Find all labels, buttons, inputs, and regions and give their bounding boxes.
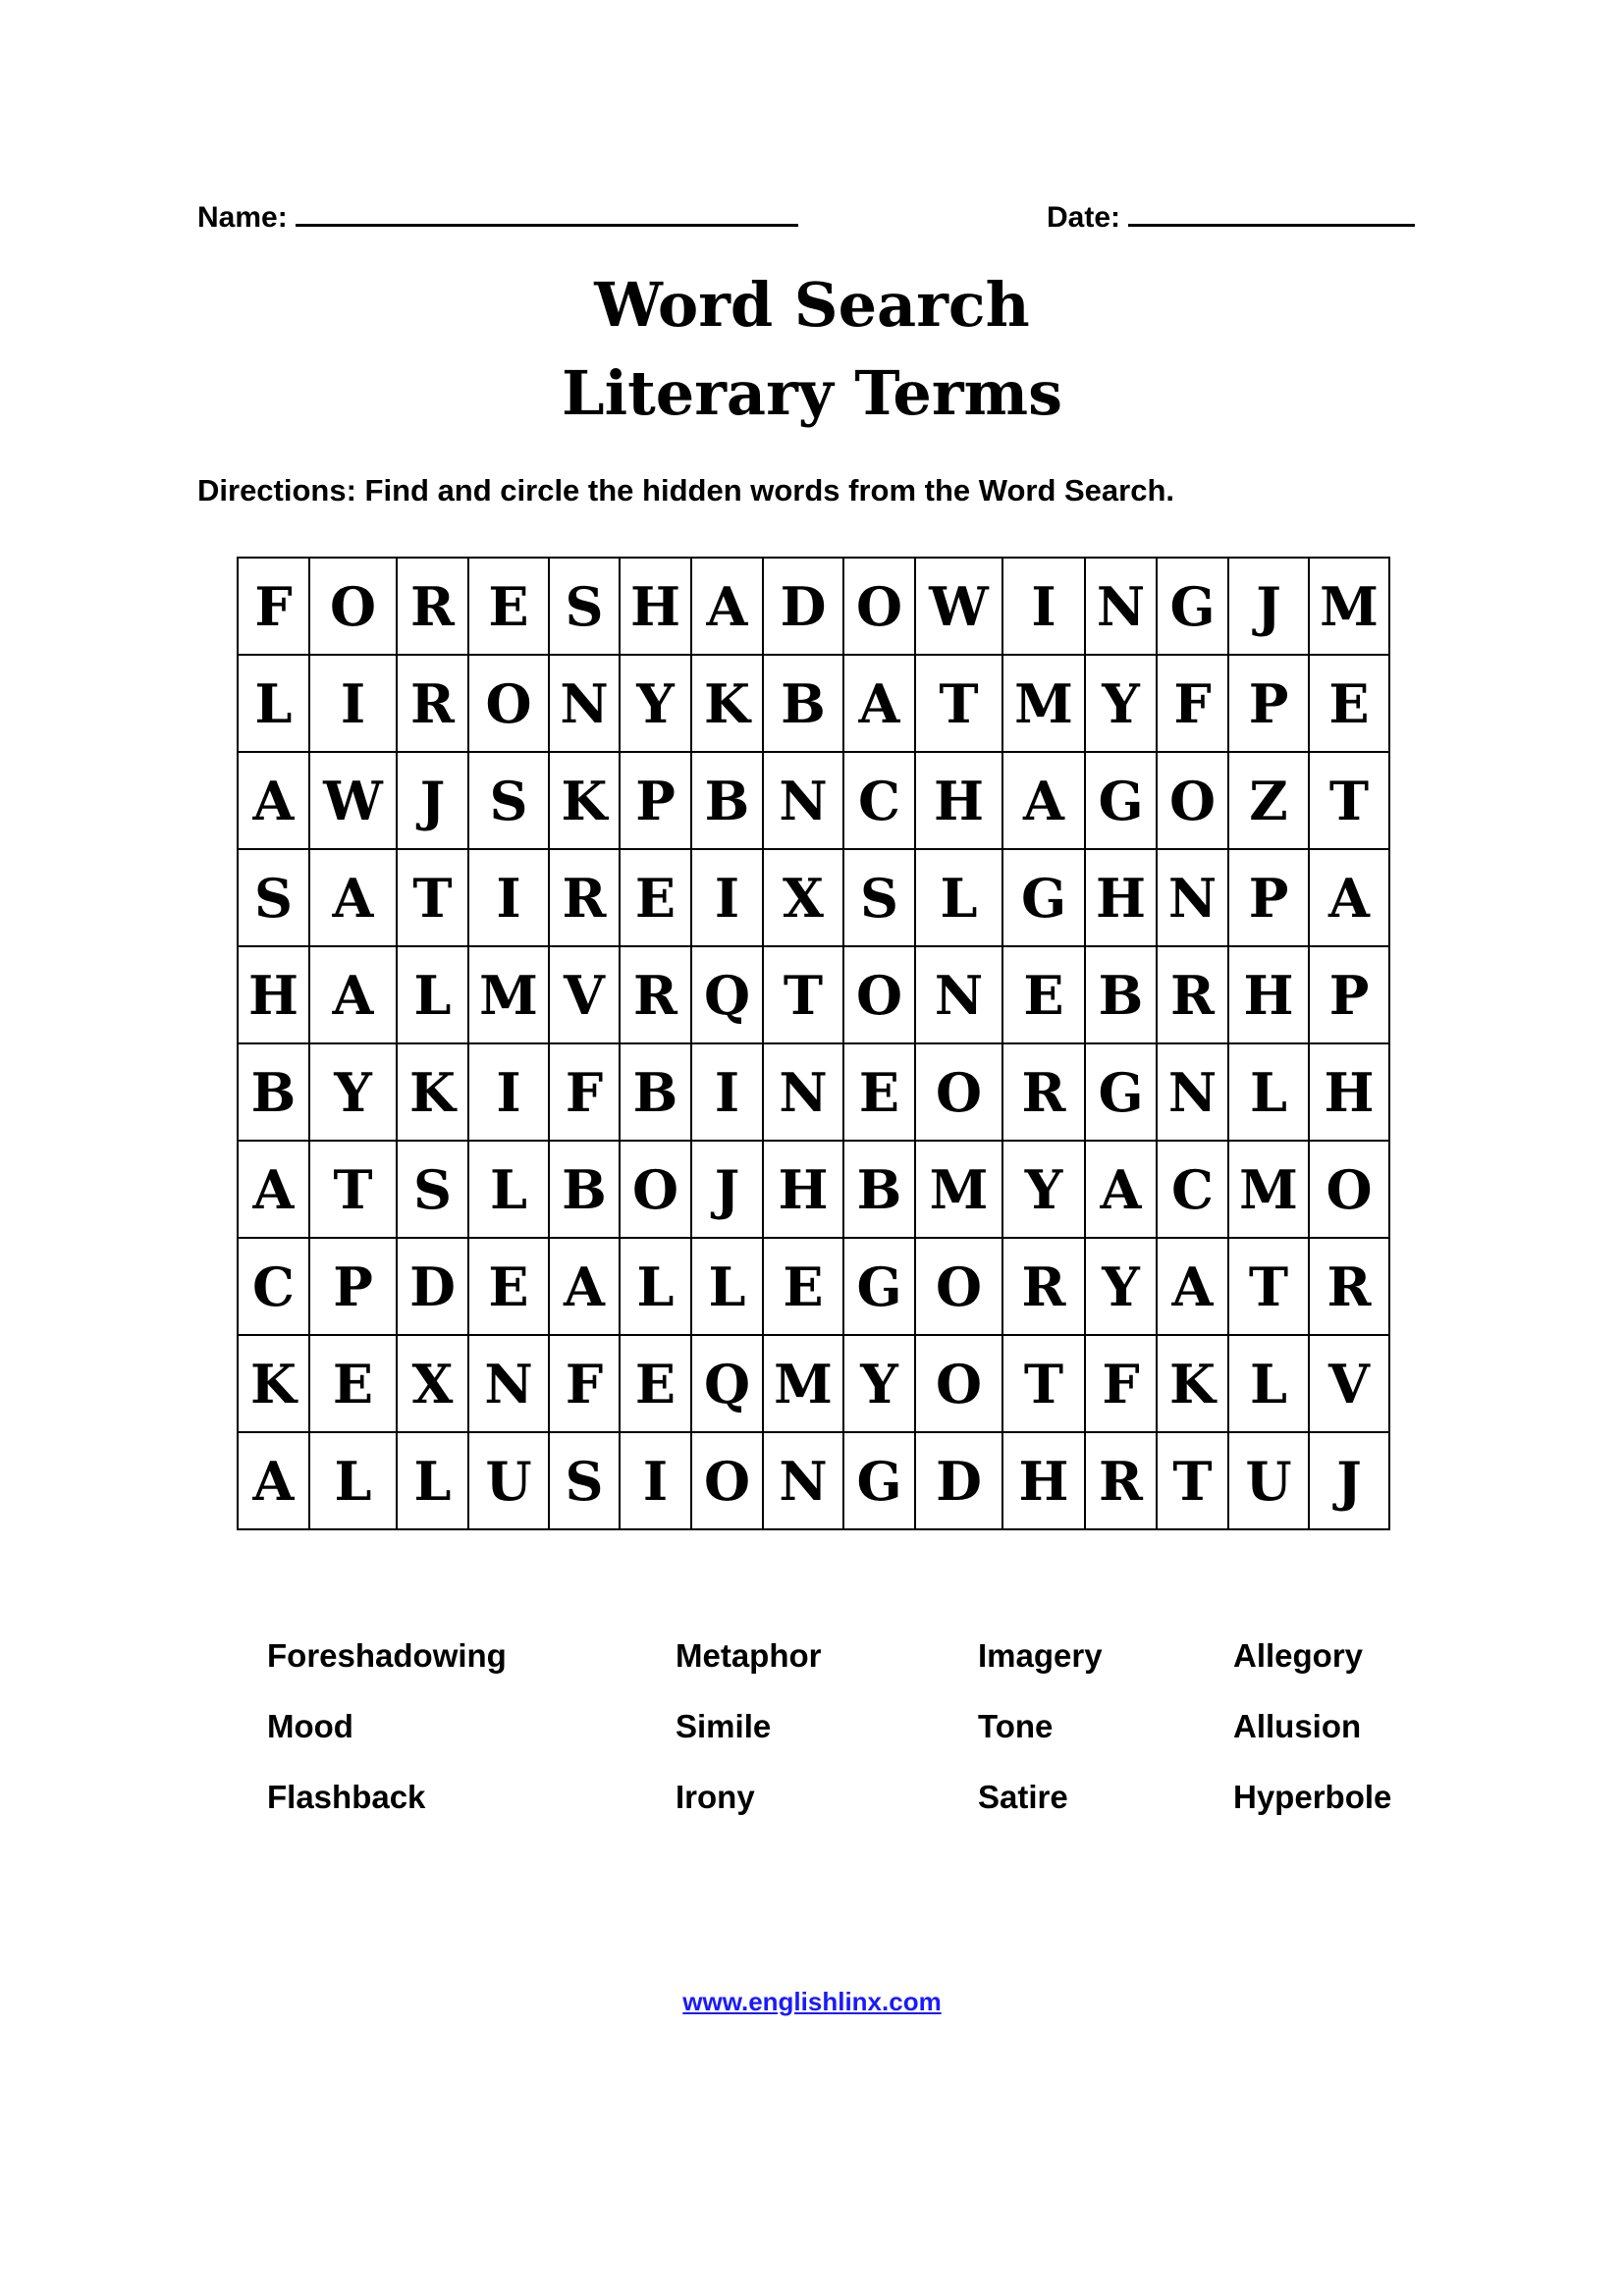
grid-cell[interactable]: J	[397, 752, 468, 849]
grid-cell[interactable]: A	[1085, 1141, 1157, 1238]
grid-cell[interactable]: Y	[1085, 1238, 1157, 1335]
grid-cell[interactable]: X	[397, 1335, 468, 1432]
grid-cell[interactable]: K	[397, 1043, 468, 1141]
grid-cell[interactable]: Y	[843, 1335, 915, 1432]
grid-cell[interactable]: A	[1309, 849, 1389, 946]
word-list-item: Satire	[978, 1779, 1068, 1815]
grid-cell[interactable]: R	[1157, 946, 1228, 1043]
grid-cell[interactable]: X	[763, 849, 843, 946]
grid-cell[interactable]: Y	[309, 1043, 397, 1141]
word-list-item: Imagery	[978, 1637, 1103, 1674]
grid-cell[interactable]: H	[1228, 946, 1309, 1043]
grid-cell[interactable]: C	[238, 1238, 309, 1335]
grid-cell[interactable]: O	[620, 1141, 691, 1238]
grid-cell[interactable]: O	[309, 558, 397, 655]
grid-cell[interactable]: G	[1157, 558, 1228, 655]
word-list-item: Irony	[676, 1779, 755, 1815]
grid-cell[interactable]: W	[309, 752, 397, 849]
grid-cell[interactable]: I	[691, 849, 763, 946]
date-blank-line[interactable]	[1128, 196, 1415, 227]
grid-cell[interactable]: R	[1002, 1238, 1085, 1335]
grid-cell[interactable]: Y	[1085, 655, 1157, 752]
grid-row	[238, 558, 1389, 655]
grid-cell[interactable]: O	[915, 1043, 1002, 1141]
grid-cell[interactable]: B	[1085, 946, 1157, 1043]
grid-row	[238, 1141, 1389, 1238]
grid-cell[interactable]: A	[1002, 752, 1085, 849]
grid-cell[interactable]: N	[549, 655, 620, 752]
grid-row	[238, 946, 1389, 1043]
grid-cell[interactable]: R	[1085, 1432, 1157, 1529]
page-subtitle: Literary Terms	[562, 357, 1062, 429]
grid-cell[interactable]: N	[1085, 558, 1157, 655]
grid-cell[interactable]: W	[915, 558, 1002, 655]
grid-cell[interactable]: V	[549, 946, 620, 1043]
directions-text: Directions: Find and circle the hidden words from the Word Search.	[197, 473, 1175, 507]
date-field[interactable]	[1047, 196, 1415, 235]
grid-cell[interactable]: E	[1309, 655, 1389, 752]
grid-cell[interactable]: R	[620, 946, 691, 1043]
grid-cell[interactable]: I	[620, 1432, 691, 1529]
grid-cell[interactable]: F	[238, 558, 309, 655]
grid-cell[interactable]: I	[309, 655, 397, 752]
grid-cell[interactable]: S	[468, 752, 549, 849]
grid-cell[interactable]: T	[397, 849, 468, 946]
grid-row	[238, 1043, 1389, 1141]
grid-cell[interactable]: D	[915, 1432, 1002, 1529]
grid-cell[interactable]: O	[468, 655, 549, 752]
grid-cell[interactable]: O	[1157, 752, 1228, 849]
grid-cell[interactable]: M	[1002, 655, 1085, 752]
grid-cell[interactable]: N	[1157, 1043, 1228, 1141]
grid-cell[interactable]: B	[549, 1141, 620, 1238]
grid-cell[interactable]: A	[691, 558, 763, 655]
grid-cell[interactable]: N	[763, 1043, 843, 1141]
grid-cell[interactable]: H	[620, 558, 691, 655]
grid-cell[interactable]: F	[1085, 1335, 1157, 1432]
grid-cell[interactable]: I	[691, 1043, 763, 1141]
grid-cell[interactable]: H	[238, 946, 309, 1043]
grid-cell[interactable]: B	[763, 655, 843, 752]
grid-cell[interactable]: I	[468, 1043, 549, 1141]
grid-cell[interactable]: J	[1228, 558, 1309, 655]
grid-cell[interactable]: L	[238, 655, 309, 752]
grid-cell[interactable]: K	[1157, 1335, 1228, 1432]
grid-cell[interactable]: B	[238, 1043, 309, 1141]
grid-cell[interactable]: A	[549, 1238, 620, 1335]
grid-cell[interactable]: T	[1157, 1432, 1228, 1529]
grid-cell[interactable]: N	[468, 1335, 549, 1432]
grid-cell[interactable]: E	[468, 558, 549, 655]
grid-cell[interactable]: C	[843, 752, 915, 849]
grid-cell[interactable]: P	[309, 1238, 397, 1335]
grid-cell[interactable]: U	[468, 1432, 549, 1529]
grid-cell[interactable]: P	[620, 752, 691, 849]
grid-cell[interactable]: P	[1228, 655, 1309, 752]
grid-cell[interactable]: I	[1002, 558, 1085, 655]
grid-cell[interactable]: F	[549, 1335, 620, 1432]
grid-cell[interactable]: A	[309, 849, 397, 946]
grid-cell[interactable]: G	[843, 1238, 915, 1335]
grid-cell[interactable]: N	[1157, 849, 1228, 946]
footer-link[interactable]: www.englishlinx.com	[682, 1987, 942, 2016]
grid-cell[interactable]: H	[1309, 1043, 1389, 1141]
grid-cell[interactable]: K	[238, 1335, 309, 1432]
name-label: Name:	[197, 201, 288, 234]
grid-cell[interactable]: E	[843, 1043, 915, 1141]
grid-cell[interactable]: F	[549, 1043, 620, 1141]
grid-cell[interactable]: E	[1002, 946, 1085, 1043]
grid-cell[interactable]: F	[1157, 655, 1228, 752]
grid-cell[interactable]: L	[915, 849, 1002, 946]
grid-cell[interactable]: Y	[620, 655, 691, 752]
grid-cell[interactable]: L	[691, 1238, 763, 1335]
grid-cell[interactable]: R	[1002, 1043, 1085, 1141]
grid-cell[interactable]: J	[691, 1141, 763, 1238]
grid-cell[interactable]: B	[620, 1043, 691, 1141]
grid-cell[interactable]: I	[468, 849, 549, 946]
grid-cell[interactable]: O	[843, 558, 915, 655]
grid-cell[interactable]: L	[397, 1432, 468, 1529]
grid-cell[interactable]: K	[549, 752, 620, 849]
grid-cell[interactable]: G	[1085, 752, 1157, 849]
grid-cell[interactable]: J	[1309, 1432, 1389, 1529]
grid-cell[interactable]: N	[915, 946, 1002, 1043]
grid-cell[interactable]: R	[1309, 1238, 1389, 1335]
grid-row	[238, 849, 1389, 946]
word-list-item: Allusion	[1233, 1708, 1362, 1744]
grid-cell[interactable]: H	[1002, 1432, 1085, 1529]
word-list-item: Simile	[676, 1708, 772, 1744]
grid-cell[interactable]: D	[763, 558, 843, 655]
grid-cell[interactable]: P	[1309, 946, 1389, 1043]
grid-cell[interactable]: L	[1228, 1335, 1309, 1432]
grid-cell[interactable]: H	[915, 752, 1002, 849]
grid-cell[interactable]: T	[1228, 1238, 1309, 1335]
grid-row	[238, 1238, 1389, 1335]
grid-cell[interactable]: L	[620, 1238, 691, 1335]
grid-cell[interactable]: L	[468, 1141, 549, 1238]
grid-cell[interactable]: B	[691, 752, 763, 849]
grid-cell[interactable]: E	[309, 1335, 397, 1432]
grid-cell[interactable]: M	[468, 946, 549, 1043]
grid-cell[interactable]: A	[309, 946, 397, 1043]
grid-cell[interactable]: T	[915, 655, 1002, 752]
grid-cell[interactable]: G	[1085, 1043, 1157, 1141]
grid-row	[238, 655, 1389, 752]
grid-cell[interactable]: C	[1157, 1141, 1228, 1238]
grid-cell[interactable]: E	[763, 1238, 843, 1335]
grid-cell[interactable]: R	[549, 849, 620, 946]
word-list-item: Hyperbole	[1233, 1779, 1392, 1815]
date-label: Date:	[1047, 201, 1121, 234]
grid-cell[interactable]: H	[763, 1141, 843, 1238]
grid-cell[interactable]: G	[843, 1432, 915, 1529]
word-list-item: Flashback	[267, 1779, 426, 1815]
grid-cell[interactable]: O	[691, 1432, 763, 1529]
grid-cell[interactable]: S	[397, 1141, 468, 1238]
grid-cell[interactable]: V	[1309, 1335, 1389, 1432]
grid-cell[interactable]: A	[238, 1141, 309, 1238]
word-list-item: Tone	[978, 1708, 1054, 1744]
word-list-item: Foreshadowing	[267, 1637, 507, 1674]
grid-cell[interactable]: T	[1309, 752, 1389, 849]
grid-cell[interactable]: H	[1085, 849, 1157, 946]
grid-cell[interactable]: M	[1228, 1141, 1309, 1238]
grid-row	[238, 1335, 1389, 1432]
grid-cell[interactable]: P	[1228, 849, 1309, 946]
grid-cell[interactable]: U	[1228, 1432, 1309, 1529]
grid-cell[interactable]: N	[763, 1432, 843, 1529]
grid-cell[interactable]: M	[763, 1335, 843, 1432]
grid-cell[interactable]: Y	[1002, 1141, 1085, 1238]
grid-cell[interactable]: Q	[691, 946, 763, 1043]
grid-cell[interactable]: L	[1228, 1043, 1309, 1141]
grid-cell[interactable]: Z	[1228, 752, 1309, 849]
grid-cell[interactable]: M	[1309, 558, 1389, 655]
grid-cell[interactable]: T	[309, 1141, 397, 1238]
grid-cell[interactable]: A	[238, 1432, 309, 1529]
grid-cell[interactable]: A	[1157, 1238, 1228, 1335]
grid-cell[interactable]: E	[468, 1238, 549, 1335]
name-field[interactable]	[197, 196, 798, 235]
grid-row	[238, 752, 1389, 849]
grid-cell[interactable]: A	[843, 655, 915, 752]
grid-cell[interactable]: A	[238, 752, 309, 849]
grid-cell[interactable]: O	[915, 1335, 1002, 1432]
grid-cell[interactable]: E	[620, 1335, 691, 1432]
grid-cell[interactable]: T	[1002, 1335, 1085, 1432]
grid-cell[interactable]: R	[397, 655, 468, 752]
grid-cell[interactable]: O	[915, 1238, 1002, 1335]
name-blank-line[interactable]	[296, 196, 798, 227]
grid-cell[interactable]: O	[1309, 1141, 1389, 1238]
grid-cell[interactable]: E	[620, 849, 691, 946]
grid-cell[interactable]: S	[238, 849, 309, 946]
grid-cell[interactable]: O	[843, 946, 915, 1043]
word-list-item: Mood	[267, 1708, 353, 1744]
grid-cell[interactable]: Q	[691, 1335, 763, 1432]
grid-row	[238, 1432, 1389, 1529]
word-search-grid	[237, 557, 1390, 1530]
grid-cell[interactable]: R	[397, 558, 468, 655]
grid-cell[interactable]: M	[915, 1141, 1002, 1238]
grid-cell[interactable]: N	[763, 752, 843, 849]
grid-cell[interactable]: S	[549, 1432, 620, 1529]
grid-cell[interactable]: L	[397, 946, 468, 1043]
grid-cell[interactable]: D	[397, 1238, 468, 1335]
word-list-item: Metaphor	[676, 1637, 822, 1674]
page-title: Word Search	[594, 269, 1030, 341]
grid-cell[interactable]: S	[549, 558, 620, 655]
grid-cell[interactable]: S	[843, 849, 915, 946]
grid-cell[interactable]: L	[309, 1432, 397, 1529]
grid-cell[interactable]: B	[843, 1141, 915, 1238]
grid-cell[interactable]: K	[691, 655, 763, 752]
word-list-item: Allegory	[1233, 1637, 1364, 1674]
grid-cell[interactable]: G	[1002, 849, 1085, 946]
grid-cell[interactable]: T	[763, 946, 843, 1043]
